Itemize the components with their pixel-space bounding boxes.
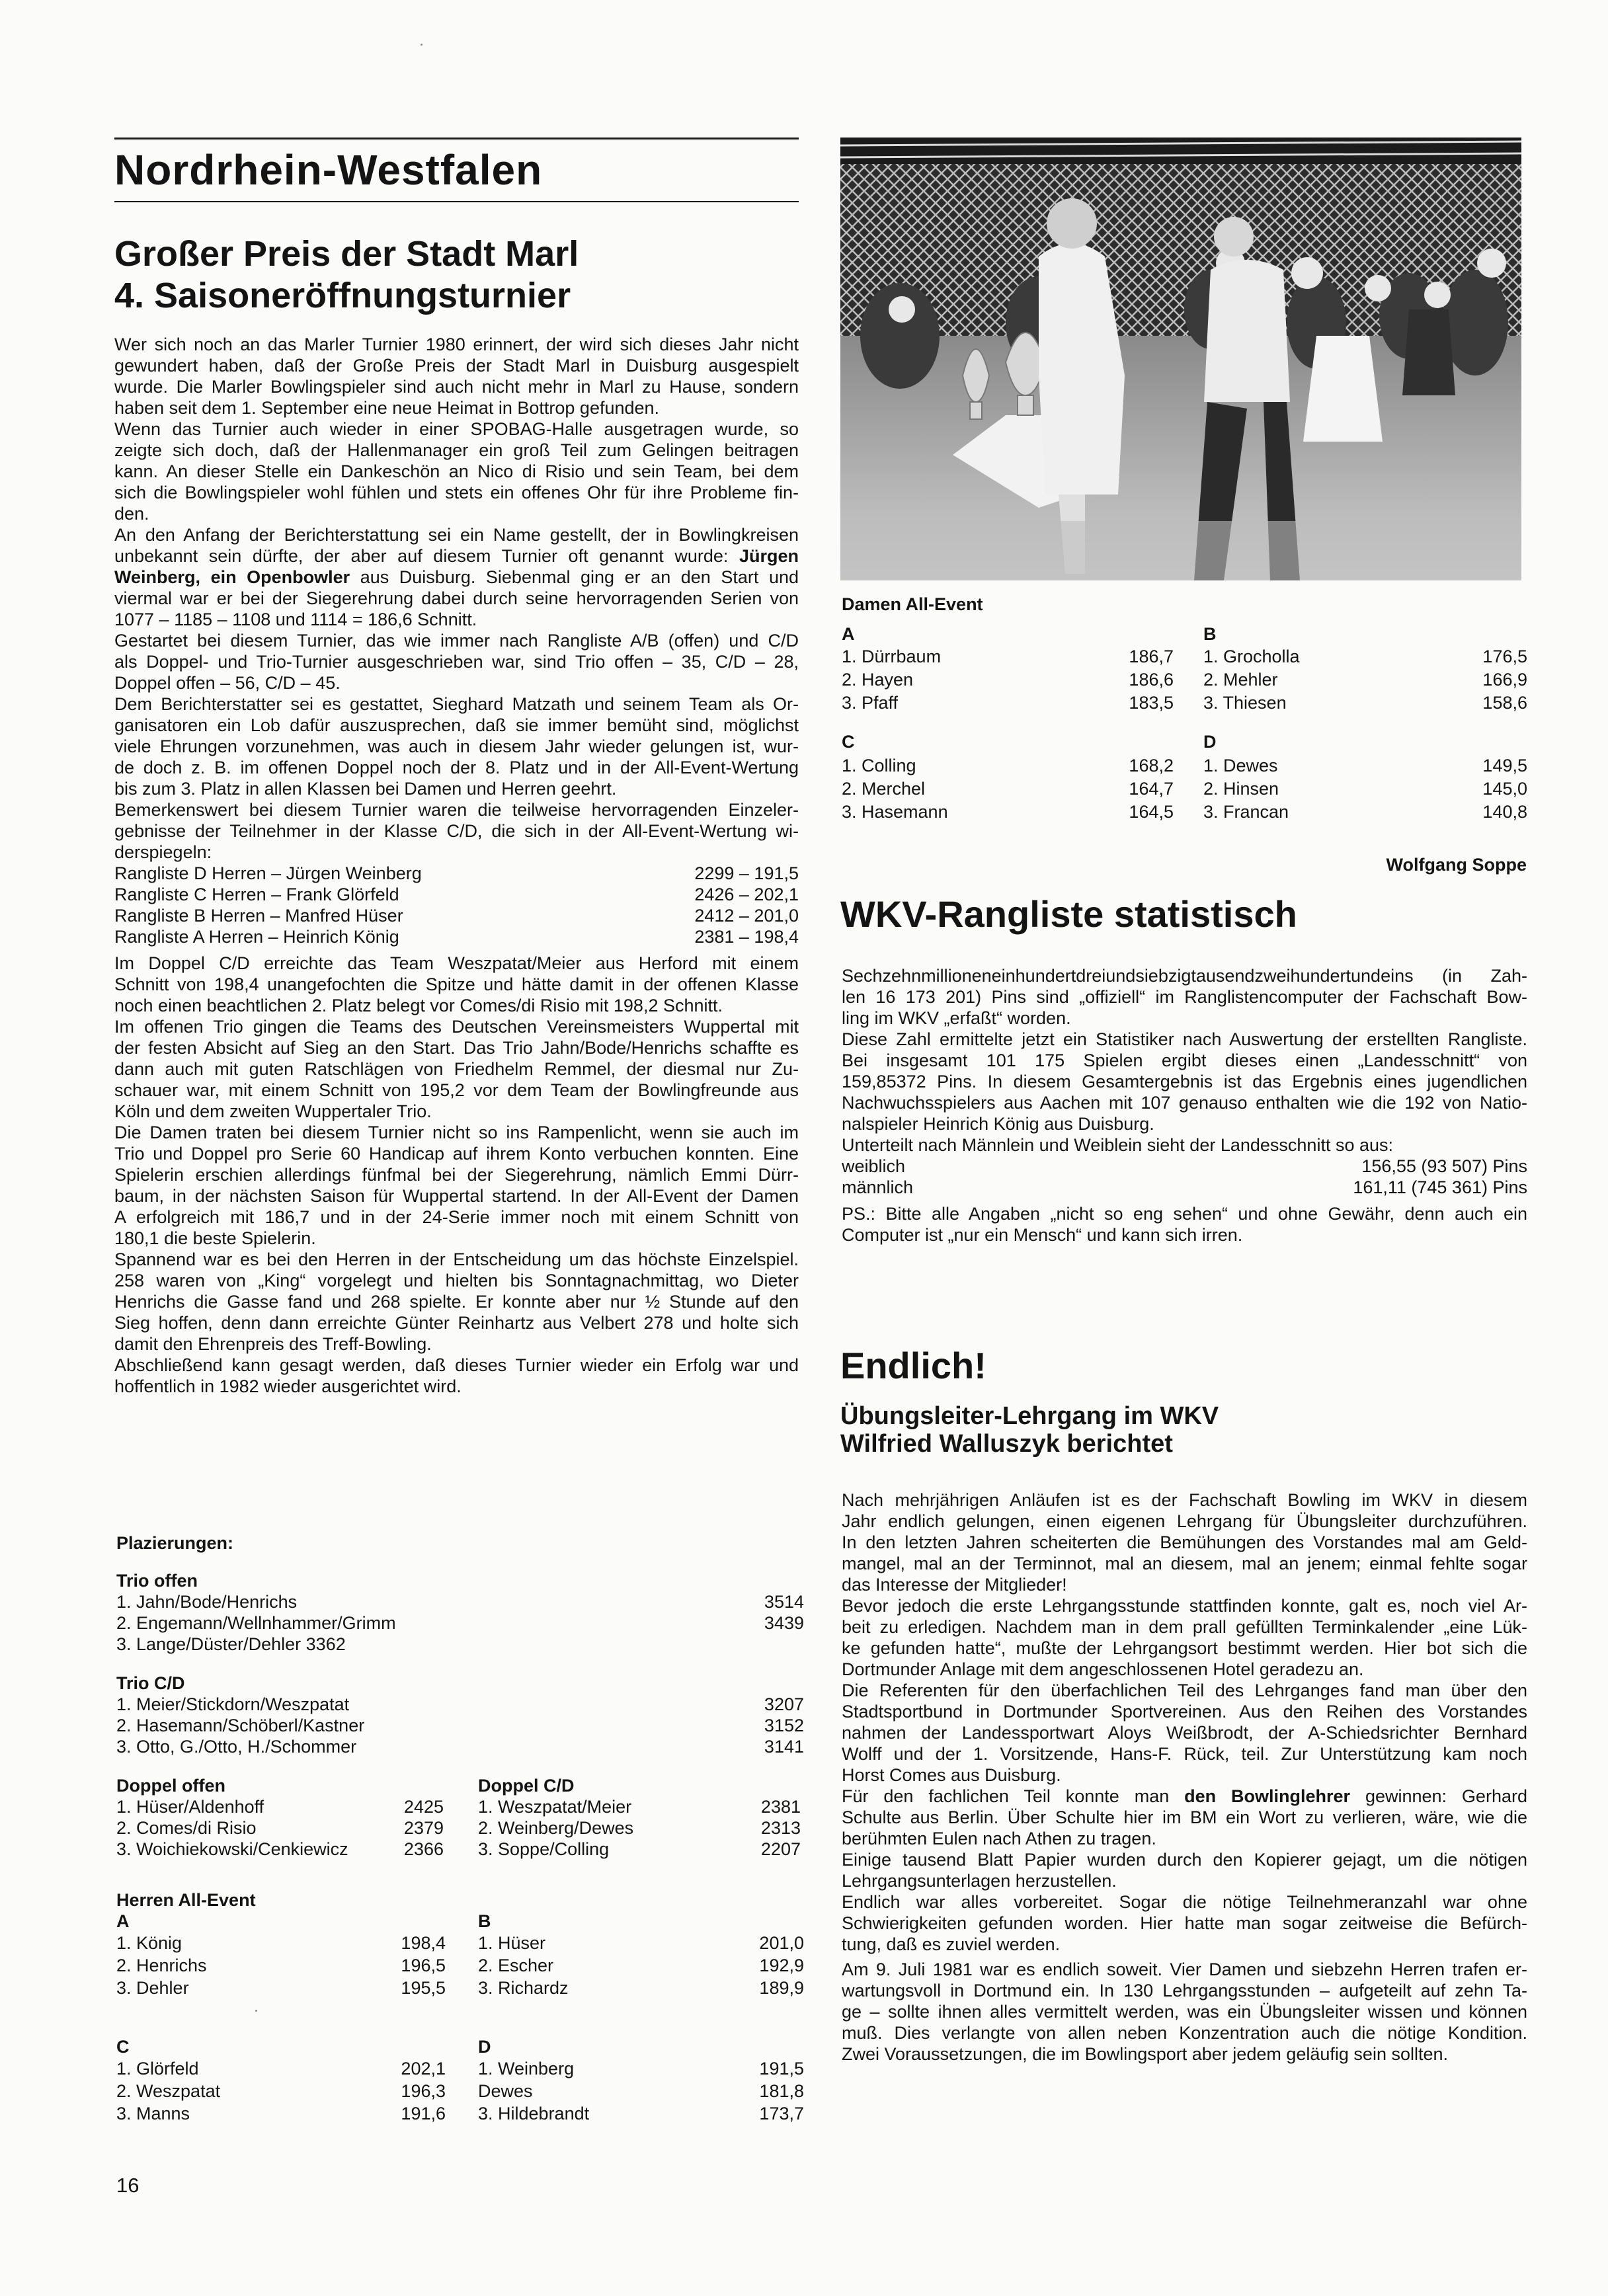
body-line: baum, in der nächsten Saison für Wuppertal startend. In der All-Event der Damen (114, 1186, 799, 1206)
class-label: B (478, 1911, 491, 1931)
body-line: hoffentlich in 1982 wieder ausgerichtet wird. (114, 1376, 462, 1396)
body-line: Dortmunder Anlage mit dem angeschlossenen Hotel geradezu an. (842, 1659, 1364, 1679)
player-name: 3. Pfaff (842, 693, 899, 713)
body-line: derspiegeln: (114, 842, 212, 862)
body-line: Einige tausend Blatt Papier wurden durch den Kopierer gejagt, um die nötigen (842, 1850, 1527, 1870)
rangliste-name: Rangliste B Herren – Manfred Hüser (114, 906, 403, 926)
stat-value: 161,11 (745 361) Pins (1353, 1177, 1527, 1197)
bold-term: den Bowlinglehrer (1184, 1786, 1351, 1806)
trio-offen-title: Trio offen (116, 1571, 198, 1591)
player-name: 2. Hayen (842, 670, 914, 690)
body-line: viermal war er bei der Siegerehrung dabei durch seine hervorragenden Serien von (114, 588, 799, 608)
body-line: 1077 – 1185 – 1108 und 1114 = 186,6 Schnitt. (114, 610, 477, 629)
body-line: Computer ist „nur ein Mensch“ und kann sich irren. (842, 1225, 1243, 1245)
player-average: 166,9 (1482, 670, 1527, 690)
body-line: wartungsvoll in Dortmund ein. In 130 Lehrgangsstunden – aufgeteilt auf zehn Ta- (842, 1981, 1527, 2000)
player-row (1203, 801, 1527, 822)
body-line: gewundert haben, daß der Große Preis der Stadt Marl in Duisburg ausgespielt (114, 356, 799, 376)
article-subtitle: 4. Saisoneröffnungsturnier (114, 276, 571, 315)
player-row (842, 669, 1174, 690)
trio-cd-list (116, 1673, 804, 1765)
rangliste-row (114, 863, 799, 884)
player-row (1203, 669, 1527, 690)
trio-cd-row (116, 1694, 804, 1715)
article-title: Großer Preis der Stadt Marl (114, 234, 579, 274)
team-score: 3439 (764, 1613, 804, 1633)
body-line: schauer war, mit einem Schnitt von 195,2 vor dem Team der Bowlingfreunde aus (114, 1080, 799, 1100)
team-name: 1. Hüser/Aldenhoff (116, 1797, 264, 1817)
class-label: A (116, 1911, 130, 1931)
team-score: 2379 (403, 1818, 444, 1838)
player-row (842, 755, 1174, 776)
team-name: 3. Soppe/Colling (478, 1839, 610, 1859)
body-line: Die Referenten für den überfachlichen Teil des Lehrganges fand man über den (842, 1681, 1527, 1700)
player-row (116, 1932, 446, 1954)
body-line: beit zu erledigen. Nachdem man in dem prall gefüllten Terminkalender „eine Lük- (842, 1617, 1527, 1637)
body-line: Lehrgangsunterlagen herzustellen. (842, 1871, 1117, 1891)
body-line: den. (114, 504, 149, 524)
class-label: D (1203, 732, 1217, 752)
team-score: 2366 (403, 1839, 444, 1859)
team-name: 2. Engemann/Wellnhammer/Grimm (116, 1613, 396, 1633)
player-name: 3. Hasemann (842, 802, 948, 822)
body-line: muß. Dies verlangte von allen neben Konzentration auch die nötige Kondition. (842, 2023, 1527, 2043)
body-line: 159,85372 Pins. In diesem Gesamtergebnis ist das Ergebnis eines jugendlichen (842, 1072, 1527, 1091)
author-signature: Wolfgang Soppe (1386, 855, 1527, 875)
team-score: 2313 (760, 1818, 801, 1838)
body-line: Doppel offen – 56, C/D – 45. (114, 673, 341, 693)
body-line: In den letzten Jahren scheiterten die Bemühungen des Vorstandes mal am Geld- (842, 1532, 1527, 1552)
trio-offen-list (116, 1570, 804, 1663)
body-line: PS.: Bitte alle Angaben „nicht so eng sehen“ und ohne Gewähr, denn auch ein (842, 1204, 1527, 1224)
class-label: C (116, 2037, 130, 2057)
body-line: Nachwuchsspielers aus Aachen mit 107 genauso enthalten wie die 192 von Natio- (842, 1093, 1527, 1113)
body-line: Schwierigkeiten gefunden worden. Hier hatte man sogar zeitweise die Befürch- (842, 1913, 1527, 1933)
body-line-text: Für den fachlichen Teil konnte man (842, 1786, 1185, 1806)
player-average: 176,5 (1482, 647, 1527, 666)
player-row (116, 2103, 446, 2124)
player-name: 2. Henrichs (116, 1956, 207, 1975)
player-average: 149,5 (1482, 756, 1527, 775)
trio-cd-title: Trio C/D (116, 1673, 185, 1693)
player-row (116, 2058, 446, 2079)
stat-value: 156,55 (93 507) Pins (1361, 1156, 1527, 1176)
player-average: 196,3 (401, 2081, 446, 2101)
section-bottom-rule (114, 201, 799, 202)
player-row (1203, 755, 1527, 776)
body-line: kann. An dieser Stelle ein Dankeschön an Nico di Risio und sein Team, bei dem (114, 461, 799, 481)
article-subtitle: Übungsleiter-Lehrgang im WKV (840, 1402, 1219, 1430)
body-line: Im offenen Trio gingen die Teams des Deutschen Vereinsmeisters Wuppertal mit (114, 1017, 799, 1037)
trio-offen-row (116, 1591, 804, 1612)
player-row (842, 646, 1174, 667)
article2-body (842, 965, 1527, 1283)
body-line: Trio und Doppel pro Serie 60 Handicap auf ihrem Konto verbuchen konnten. Eine (114, 1144, 799, 1164)
player-name: 2. Weszpatat (116, 2081, 221, 2101)
player-row (842, 778, 1174, 799)
player-average: 186,6 (1129, 670, 1174, 690)
herren-all-event-title: Herren All-Event (116, 1890, 256, 1910)
page-number: 16 (116, 2174, 140, 2197)
doppel-cd-title: Doppel C/D (478, 1776, 575, 1796)
doppel-cd-row (478, 1839, 801, 1860)
team-name: 2. Weinberg/Dewes (478, 1818, 634, 1838)
player-name: 3. Richardz (478, 1978, 569, 1998)
doppel-offen-row (116, 1839, 444, 1860)
body-line: Bemerkenswert bei diesem Turnier waren die teilweise hervorragenden Einzeler- (114, 800, 799, 820)
body-line-text: gewinnen: Gerhard (1350, 1786, 1527, 1806)
body-line: An den Anfang der Berichterstattung sei ein Name gestellt, der in Bowlingkreisen (114, 525, 799, 545)
team-name: 1. Weszpatat/Meier (478, 1797, 632, 1817)
player-average: 140,8 (1482, 802, 1527, 822)
team-name: 2. Comes/di Risio (116, 1818, 257, 1838)
body-line: Wenn das Turnier auch wieder in einer SPOBAG-Halle ausgetragen wurde, so (114, 419, 799, 439)
team-score: 2207 (760, 1839, 801, 1859)
player-average: 145,0 (1482, 779, 1527, 799)
player-average: 183,5 (1129, 693, 1174, 713)
scan-speck (255, 2010, 257, 2012)
body-line: Schnitt von 198,4 unangefochten die Spitze und hätte damit in der offenen Klasse (114, 974, 799, 994)
bold-name: Weinberg, ein Openbowler (114, 567, 350, 587)
player-average: 168,2 (1129, 756, 1174, 775)
rangliste-value: 2381 – 198,4 (694, 927, 799, 947)
rangliste-value: 2299 – 191,5 (694, 863, 799, 883)
awards-ceremony-photo (840, 138, 1521, 580)
rangliste-value: 2412 – 201,0 (694, 906, 799, 926)
scan-speck (421, 44, 422, 46)
player-row (478, 2080, 804, 2102)
player-row (478, 1977, 804, 1999)
player-average: 186,7 (1129, 647, 1174, 666)
player-row (842, 801, 1174, 822)
rangliste-value: 2426 – 202,1 (694, 885, 799, 904)
body-line: Im Doppel C/D erreichte das Team Weszpatat/Meier aus Herford mit einem (114, 953, 799, 973)
class-label: D (478, 2037, 491, 2057)
body-line: damit den Ehrenpreis des Treff-Bowling. (114, 1334, 432, 1354)
trio-offen-row (116, 1612, 804, 1634)
player-name: 1. Colling (842, 756, 916, 775)
body-line: mangel, mal an der Terminnot, mal an diesem, mal an jenem; einmal fehlte sogar (842, 1554, 1527, 1573)
player-name: 2. Merchel (842, 779, 926, 799)
body-line: Spannend war es bei den Herren in der Entscheidung um das höchste Einzelspiel. (114, 1249, 799, 1269)
team-score: 3152 (764, 1716, 804, 1735)
trio-cd-row (116, 1736, 804, 1757)
team-name: 3. Otto, G./Otto, H./Schommer (116, 1737, 357, 1757)
article3-body (842, 1489, 1527, 2124)
player-average: 191,6 (401, 2104, 446, 2123)
player-average: 202,1 (401, 2059, 446, 2078)
player-name: 2. Mehler (1203, 670, 1278, 690)
section-title: Nordrhein-Westfalen (114, 146, 543, 194)
herren-c-list (116, 2036, 446, 2129)
body-line: Wolff und der 1. Vorsitzende, Hans-F. Rück, teil. Zur Unterstützung kam noch (842, 1744, 1527, 1764)
herren-b-list (478, 1911, 804, 2003)
body-line: ganisatoren ein Lob dafür auszusprechen, daß sie immer bemüht sind, möglichst (114, 715, 799, 735)
body-line: Gestartet bei diesem Turnier, das wie immer nach Rangliste A/B (offen) und C/D (114, 631, 799, 651)
doppel-offen-list (116, 1775, 444, 1868)
body-line: len 16 173 201) Pins sind „offiziell“ im Ranglistencomputer der Fachschaft Bow- (842, 987, 1527, 1007)
body-line: Nach mehrjährigen Anläufen ist es der Fachschaft Bowling im WKV in diesem (842, 1490, 1527, 1510)
body-line: ling im WKV „erfaßt“ worden. (842, 1008, 1071, 1028)
body-line: Bevor jedoch die erste Lehrgangsstunde stattfinden konnte, galt es, noch viel Ar- (842, 1596, 1527, 1616)
player-average: 181,8 (759, 2081, 804, 2101)
article-subtitle: Wilfried Walluszyk berichtet (840, 1430, 1173, 1458)
body-line: das Interesse der Mitglieder! (842, 1575, 1067, 1595)
player-name: 1. König (116, 1933, 182, 1953)
body-line: A erfolgreich mit 186,7 und in der 24-Serie immer noch mit einem Schnitt von (114, 1207, 799, 1227)
player-name: 3. Thiesen (1203, 693, 1287, 713)
body-line: Bei insgesamt 101 175 Spielen ergibt dieses einen „Landesschnitt“ von (842, 1050, 1527, 1070)
class-label: C (842, 732, 855, 752)
body-line: Abschließend kann gesagt werden, daß dieses Turnier wieder ein Erfolg war und (114, 1355, 799, 1375)
body-line: Sechzehnmillioneneinhundertdreiundsiebzigtausendzweihundertundeins (in Zah- (842, 966, 1527, 986)
body-line: zeigte sich doch, daß der Hallenmanager ein groß Teil zum Gelingen beitragen (114, 440, 799, 460)
player-average: 164,7 (1129, 779, 1174, 799)
player-name: 1. Glörfeld (116, 2059, 199, 2078)
player-row (478, 1932, 804, 1954)
stat-label: männlich (842, 1177, 914, 1197)
player-name: Dewes (478, 2081, 533, 2101)
body-line (114, 545, 799, 567)
team-score: 3141 (764, 1737, 804, 1757)
player-average: 158,6 (1482, 693, 1527, 713)
rangliste-name: Rangliste A Herren – Heinrich König (114, 927, 399, 947)
team-name: 2. Hasemann/Schöberl/Kastner (116, 1716, 365, 1735)
team-score: 2425 (403, 1797, 444, 1817)
article1-body (114, 334, 799, 1524)
body-line: Zwei Voraussetzungen, die im Bowlingsport aber jedem geläufig sein sollten. (842, 2044, 1449, 2064)
player-row (478, 2103, 804, 2124)
player-average: 191,5 (759, 2059, 804, 2078)
player-name: 1. Dürrbaum (842, 647, 942, 666)
body-line: gebnisse der Teilnehmer in der Klasse C/D, die sich in der All-Event-Wertung wi- (114, 821, 799, 841)
herren-d-list (478, 2036, 804, 2129)
body-line: Stadtsportbund in Dortmunder Sportvereinen. Aus den Reihen des Vorstandes (842, 1702, 1527, 1722)
body-line: Köln und dem zweiten Wuppertaler Trio. (114, 1101, 432, 1121)
rangliste-name: Rangliste C Herren – Frank Glörfeld (114, 885, 399, 904)
player-name: 1. Hüser (478, 1933, 546, 1953)
body-line: tung, daß es zuviel werden. (842, 1934, 1061, 1954)
team-name: 1. Meier/Stickdorn/Weszpatat (116, 1694, 350, 1714)
rangliste-row (114, 884, 799, 905)
doppel-cd-list (478, 1775, 801, 1868)
body-line: wurde. Die Marler Bowlingspieler sind auch nicht mehr in Marl zu Hause, sondern (114, 377, 799, 397)
player-row (478, 1955, 804, 1976)
body-line: Am 9. Juli 1981 war es endlich soweit. Vier Damen und siebzehn Herren trafen er- (842, 1960, 1527, 1979)
class-label: A (842, 624, 855, 644)
body-line: nalspieler Heinrich König aus Duisburg. (842, 1114, 1154, 1134)
team-score: 2381 (760, 1797, 801, 1817)
doppel-offen-row (116, 1817, 444, 1839)
doppel-offen-title: Doppel offen (116, 1776, 225, 1796)
body-line: haben seit dem 1. September eine neue Heimat in Bottrop gefunden. (114, 398, 660, 418)
player-average: 192,9 (759, 1956, 804, 1975)
section-top-rule (114, 138, 799, 139)
body-line: de doch z. B. im offenen Doppel noch der 8. Platz und in der All-Event-Wertung (114, 758, 799, 777)
class-label: B (1203, 624, 1217, 644)
player-row (842, 692, 1174, 713)
player-average: 195,5 (401, 1978, 446, 1998)
body-line: Spielerin erschien allerdings fünfmal bei der Siegerehrung, nämlich Emmi Dürr- (114, 1165, 799, 1185)
body-line: 258 waren von „King“ vorgelegt und hielten bis Sonntagnachmittag, wo Dieter (114, 1271, 799, 1290)
body-line: ke gefunden hatte“, mußte der Lehrgangsort bestimmt werden. Hier bot sich die (842, 1638, 1527, 1658)
body-line: Wer sich noch an das Marler Turnier 1980 erinnert, der wird sich dieses Jahr nicht (114, 335, 799, 354)
doppel-offen-row (116, 1796, 444, 1817)
stat-label: weiblich (842, 1156, 906, 1176)
body-line: Sieg hoffen, denn dann erreichte Günter Reinhartz aus Velbert 278 und holte sich (114, 1313, 799, 1333)
player-average: 189,9 (759, 1978, 804, 1998)
trio-offen-row (116, 1634, 804, 1655)
body-line: Schulte aus Berlin. Über Schulte hier im BM ein Wort zu verlieren, wäre, wie die (842, 1807, 1527, 1827)
player-name: 3. Hildebrandt (478, 2104, 590, 2123)
player-row (116, 1955, 446, 1976)
player-name: 3. Francan (1203, 802, 1289, 822)
body-line: Endlich war alles vorbereitet. Sogar die nötige Teilnehmeranzahl war ohne (842, 1892, 1527, 1912)
team-name: 3. Woichiekowski/Cenkiewicz (116, 1839, 348, 1859)
damen-c-list (842, 731, 1174, 824)
body-line: Dem Berichterstatter sei es gestattet, Sieghard Matzath und seinem Team als Or- (114, 694, 799, 714)
player-average: 173,7 (759, 2104, 804, 2123)
player-name: 3. Dehler (116, 1978, 189, 1998)
body-line: Henrichs die Gasse fand und 268 spielte. Er konnte aber nur ½ Stunde auf den (114, 1292, 799, 1312)
body-line: Diese Zahl ermittelte jetzt ein Statistiker nach Auswertung der erstellten Rangliste. (842, 1029, 1527, 1049)
player-average: 198,4 (401, 1933, 446, 1953)
body-line (114, 567, 799, 588)
article-title: Endlich! (840, 1345, 986, 1386)
team-name: 1. Jahn/Bode/Henrichs (116, 1592, 298, 1612)
player-name: 1. Dewes (1203, 756, 1278, 775)
body-line: Jahr endlich gelungen, einen eigenen Lehrgang für Übungsleiter durchzuführen. (842, 1511, 1527, 1531)
player-row (1203, 646, 1527, 667)
rangliste-row (114, 926, 799, 947)
photo-illustration (840, 138, 1521, 580)
trio-cd-row (116, 1715, 804, 1736)
damen-b-list (1203, 623, 1527, 716)
team-score: 3207 (764, 1694, 804, 1714)
body-line: dann auch mit guten Ratschlägen von Friedhelm Remmel, der diesmal nur Zu- (114, 1059, 799, 1079)
body-line: bis zum 3. Platz in allen Klassen bei Damen und Herren geehrt. (114, 779, 617, 799)
bold-name: Jürgen (739, 546, 799, 566)
player-name: 3. Manns (116, 2104, 190, 2123)
body-line: ge – sollte ihnen alles vermittelt werden, was ein Übungsleiter wissen und können (842, 2002, 1527, 2022)
player-name: 1. Grocholla (1203, 647, 1300, 666)
body-line: Unterteilt nach Männlein und Weiblein sieht der Landesschnitt so aus: (842, 1135, 1393, 1155)
player-row (478, 2058, 804, 2079)
body-line: berühmten Eulen nach Athen zu tragen. (842, 1829, 1156, 1848)
body-line (842, 1786, 1527, 1807)
player-average: 201,0 (759, 1933, 804, 1953)
team-name: 3. Lange/Düster/Dehler 3362 (116, 1634, 346, 1654)
body-line: Horst Comes aus Duisburg. (842, 1765, 1061, 1785)
player-row (1203, 778, 1527, 799)
body-line: nahmen der Landessportwart Aloys Weißbrodt, der A-Schiedsrichter Bernhard (842, 1723, 1527, 1743)
player-row (1203, 692, 1527, 713)
body-line: noch einen beachtlichen 2. Platz belegt vor Comes/di Risio mit 198,2 Schnitt. (114, 996, 723, 1015)
plazierungen-title: Plazierungen: (116, 1533, 234, 1553)
team-score: 3514 (764, 1592, 804, 1612)
body-line: viele Ehrungen vorzunehmen, was auch in diesem Jahr wieder gelungen ist, wur- (114, 736, 799, 756)
body-line: als Doppel- und Trio-Turnier ausgeschrieben war, sind Trio offen – 35, C/D – 28, (114, 652, 799, 672)
player-average: 196,5 (401, 1956, 446, 1975)
doppel-cd-row (478, 1796, 801, 1817)
body-line: der festen Absicht auf Sieg an den Start. Das Trio Jahn/Bode/Henrichs schaffte es (114, 1038, 799, 1058)
damen-all-event-title: Damen All-Event (842, 594, 983, 614)
damen-d-list (1203, 731, 1527, 824)
player-name: 1. Weinberg (478, 2059, 575, 2078)
article-title: WKV-Rangliste statistisch (840, 893, 1297, 935)
player-row (116, 2080, 446, 2102)
body-line: 180,1 die beste Spielerin. (114, 1228, 316, 1248)
doppel-cd-row (478, 1817, 801, 1839)
player-name: 2. Hinsen (1203, 779, 1279, 799)
player-name: 2. Escher (478, 1956, 554, 1975)
player-average: 164,5 (1129, 802, 1174, 822)
body-line: sich die Bowlingspieler wohl fühlen und stets ein offenes Ohr für ihre Probleme fin- (114, 483, 799, 502)
stat-row (842, 1156, 1527, 1177)
rangliste-name: Rangliste D Herren – Jürgen Weinberg (114, 863, 422, 883)
damen-a-list (842, 623, 1174, 716)
herren-a-list (116, 1911, 446, 2003)
body-line-text: aus Duisburg. Siebenmal ging er an den Start und (350, 567, 799, 587)
player-row (116, 1977, 446, 1999)
stat-row (842, 1177, 1527, 1198)
body-line: Die Damen traten bei diesem Turnier nicht so ins Rampenlicht, wenn sie auch im (114, 1123, 799, 1142)
rangliste-row (114, 905, 799, 926)
body-line-text: unbekannt sein dürfte, der aber auf diesem Turnier oft genannt wurde: (114, 546, 739, 566)
